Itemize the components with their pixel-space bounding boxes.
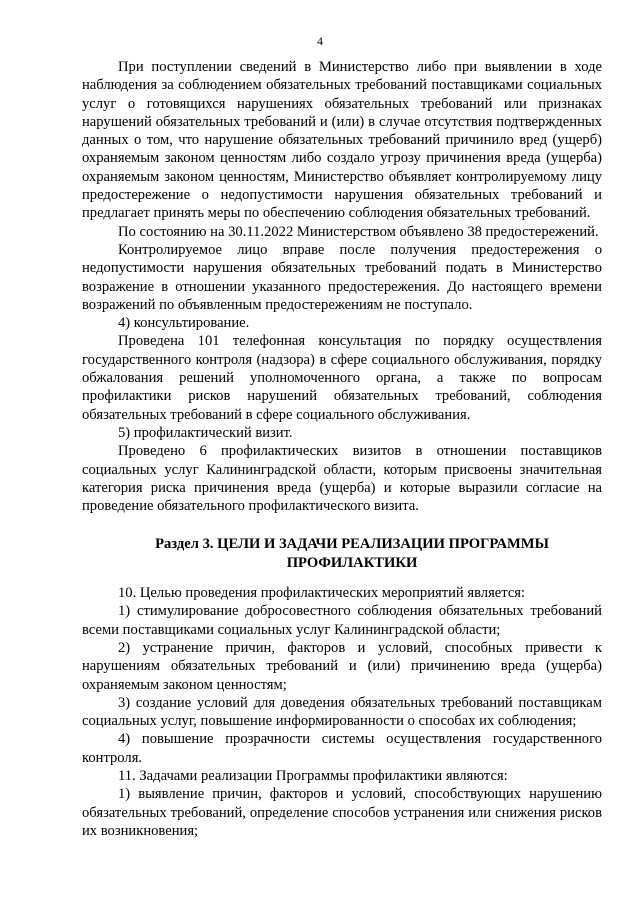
paragraph: Контролируемое лицо вправе после получения предостережения о недопустимости нарушения обязательных требований подать в Министерство возражение в отношении указанного предостережения. До настоящего времени возражений по объявленным предостережениям не поступало. [82,241,602,313]
paragraph: Проведена 101 телефонная консультация по порядку осуществления государственного контроля (надзора) в сфере социального обслуживания, порядку обжалования решений уполномоченного органа, а также по вопросам профилактики рисков нарушений обязательных требований, соблюдения обязательных требований в сфере социального обслуживания. [82,333,602,423]
paragraph: 11. Задачами реализации Программы профилактики являются: [118,767,508,784]
paragraph: Проведено 6 профилактических визитов в отношении поставщиков социальных услуг Калининградской области, которым присвоены значительная категория риска причинения вреда (ущерба) и которые выразили согласие на проведение обязательного профилактического визита. [82,443,602,515]
section-title: Раздел 3. ЦЕЛИ И ЗАДАЧИ РЕАЛИЗАЦИИ ПРОГРАММЫ ПРОФИЛАКТИКИ [155,536,549,571]
paragraph: 5) профилактический визит. [118,424,293,441]
paragraph: 3) создание условий для доведения обязательных требований поставщикам социальных услуг, повышение информированности о способах их соблюдения; [82,694,602,730]
paragraph: 4) повышение прозрачности системы осуществления государственного контроля. [82,731,602,766]
paragraph: 2) устранение причин, факторов и условий, способных привести к нарушениям обязательных требований и (или) причинению вреда (ущерба) охраняемым законом ценностям; [82,639,602,693]
paragraph: 1) выявление причин, факторов и условий, способствующих нарушению обязательных требований, определение способов устранения или снижения рисков их возникновения; [82,786,602,839]
paragraph: 4) консультирование. [118,315,250,332]
document-body [82,58,602,840]
paragraph: По состоянию на 30.11.2022 Министерством объявлено 38 предостережений. [118,223,599,240]
paragraph: 10. Целью проведения профилактических мероприятий является: [118,585,526,602]
paragraph: 1) стимулирование добросовестного соблюдения обязательных требований всеми поставщиками социальных услуг Калининградской области; [82,603,602,638]
page-number: 4 [317,34,323,48]
paragraph: При поступлении сведений в Министерство либо при выявлении в ходе наблюдения за соблюдением обязательных требований поставщиками социальных услуг о готовящихся нарушениях обязательных требований или признаках нарушений обязательных требований и (или) в случае отсутствия подтвержденных данных о том, что нарушение обязательных требований причинило вред (ущерб) охраняемым законом ценностям либо создало угрозу причинения вреда (ущерба) охраняемым законом ценностям, Министерство объявляет контролируемому лицу предостережение о недопустимости нарушения обязательных требований и предлагает принять меры по обеспечению соблюдения обязательных требований. [82,59,602,222]
